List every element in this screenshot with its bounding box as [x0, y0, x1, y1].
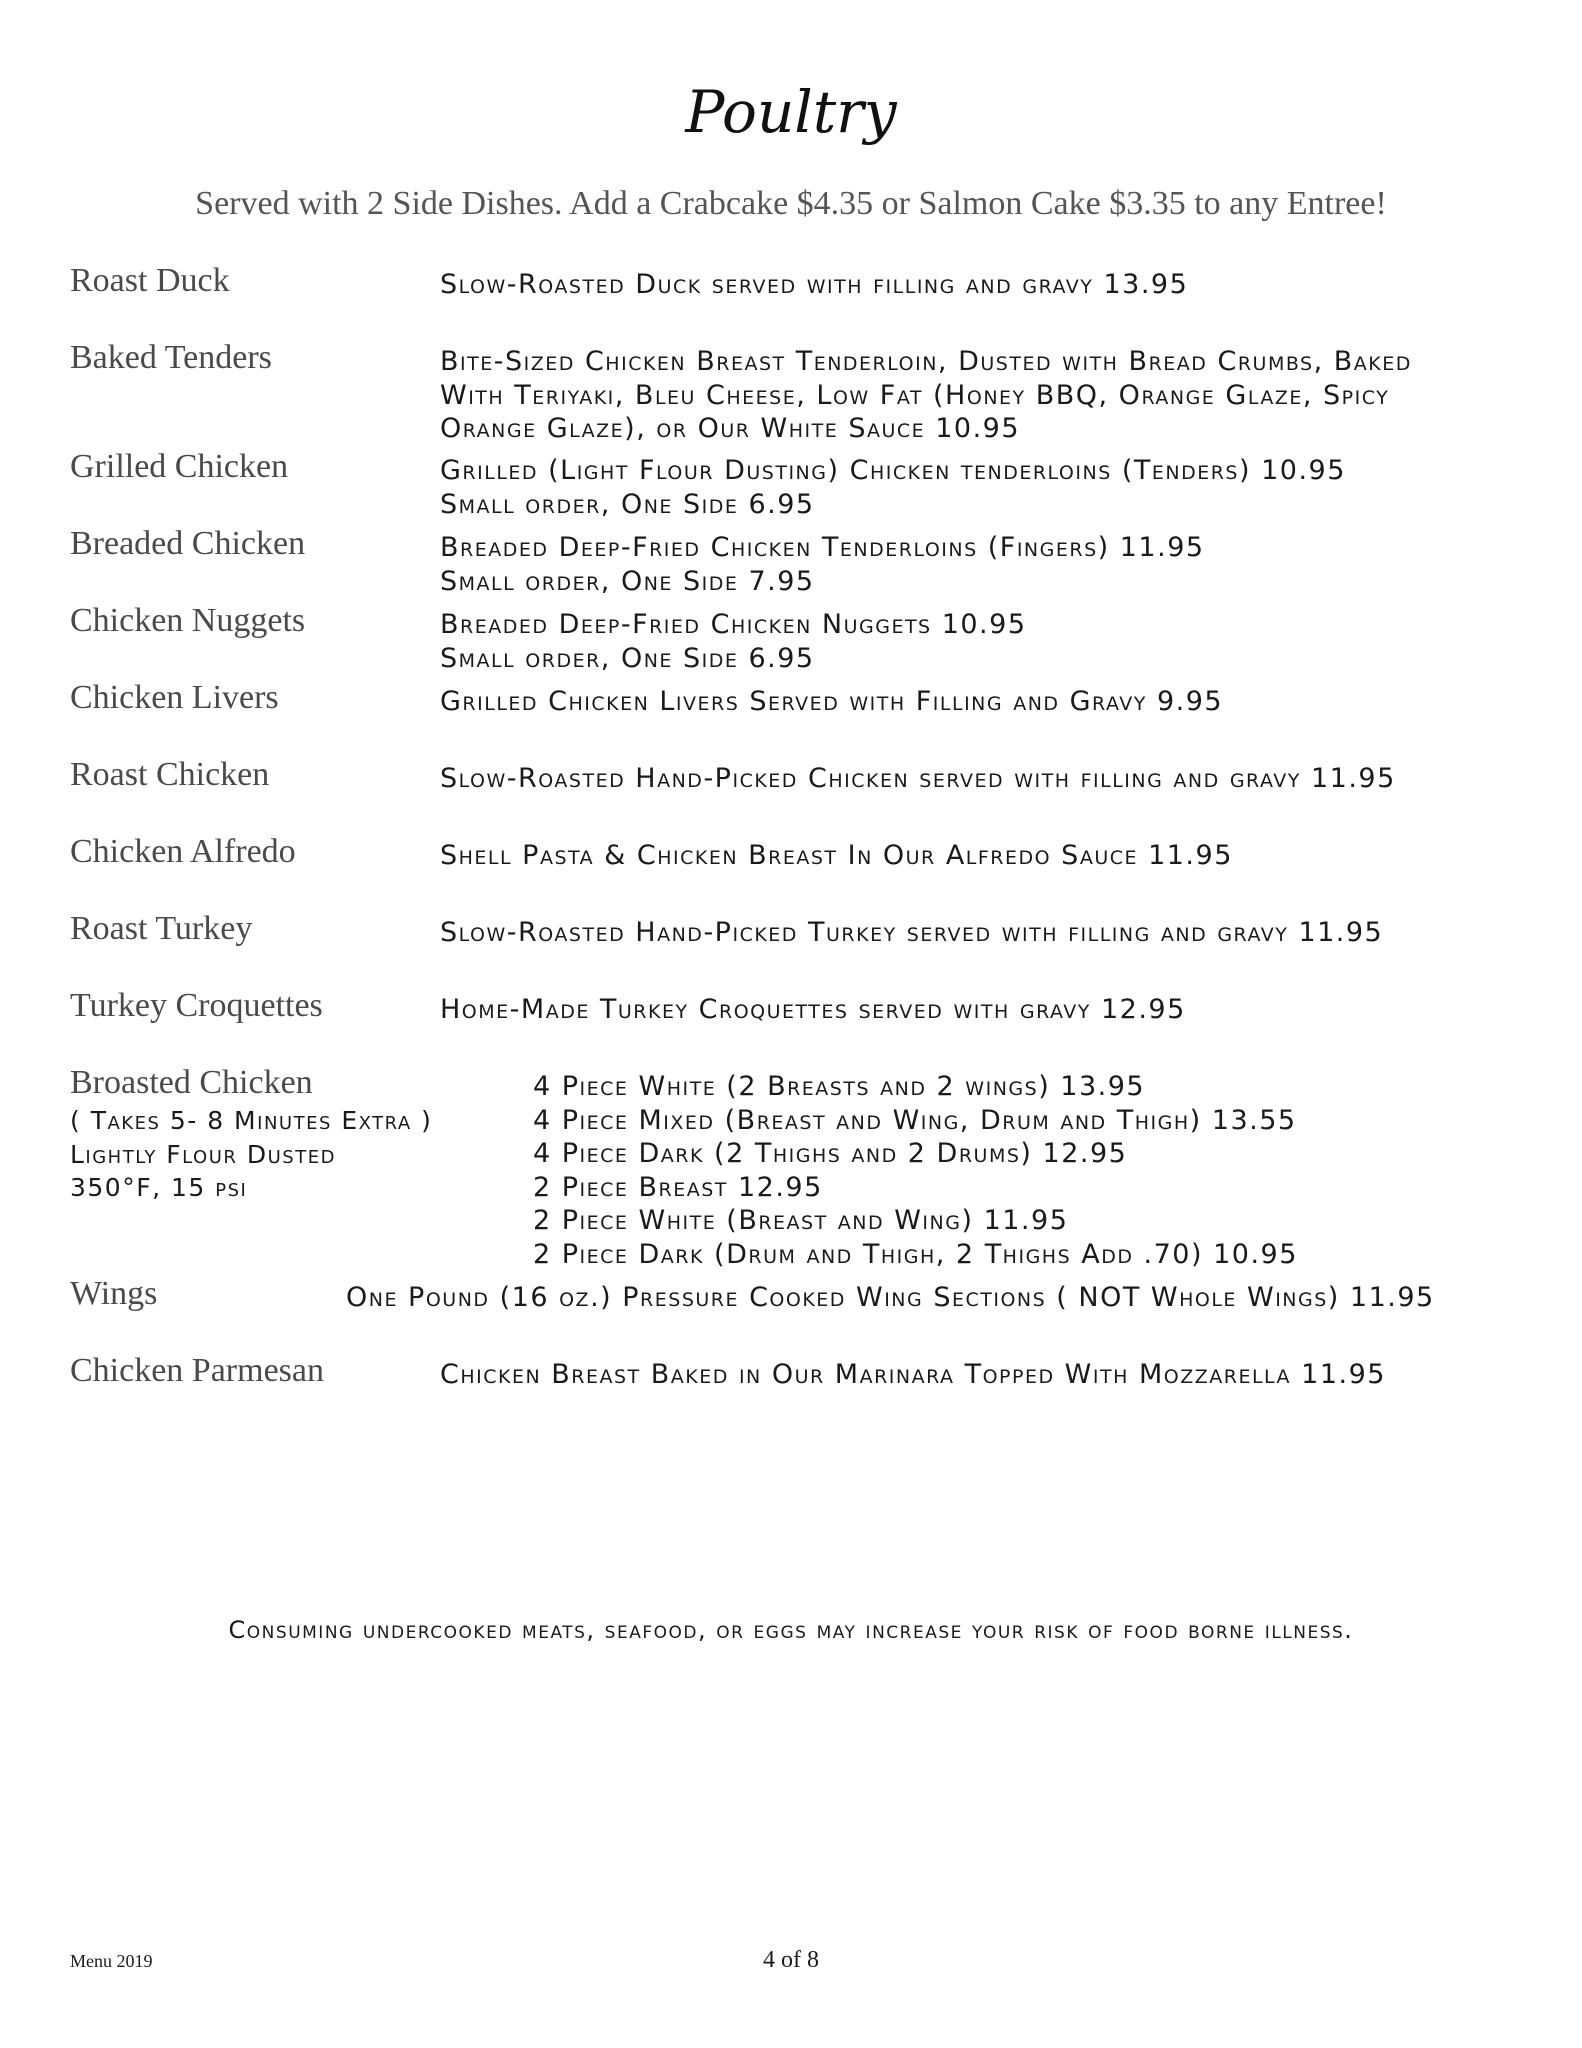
desc-line: One Pound (16 oz.) Pressure Cooked Wing Sections ( NOT Whole Wings) 11.95: [346, 1282, 1435, 1313]
desc-line: Shell Pasta & Chicken Breast In Our Alfredo Sauce 11.95: [440, 840, 1233, 871]
item-desc-roast-duck: [440, 268, 1188, 302]
item-name-chicken-nuggets: Chicken Nuggets: [70, 602, 306, 639]
desc-line: With Teriyaki, Bleu Cheese, Low Fat (Honey BBQ, Orange Glaze, Spicy: [440, 379, 1390, 411]
item-desc-chicken-livers: [440, 685, 1223, 719]
desc-line: Breaded Deep-Fried Chicken Tenderloins (Fingers) 11.95: [440, 532, 1205, 563]
item-desc-turkey-croquettes: [440, 993, 1186, 1027]
desc-line: 4 Piece White (2 Breasts and 2 wings) 13.95: [533, 1071, 1146, 1102]
desc-line: Bite-Sized Chicken Breast Tenderloin, Dusted with Bread Crumbs, Baked: [440, 346, 1412, 377]
item-desc-chicken-parmesan: [440, 1358, 1386, 1392]
food-safety-disclaimer: Consuming undercooked meats, seafood, or eggs may increase your risk of food borne illness.: [228, 1616, 1354, 1644]
item-name-chicken-livers: Chicken Livers: [70, 679, 279, 716]
desc-line: 4 Piece Mixed (Breast and Wing, Drum and Thigh) 13.55: [533, 1104, 1297, 1136]
desc-line: Grilled (Light Flour Dusting) Chicken tenderloins (Tenders) 10.95: [440, 455, 1346, 486]
desc-line: Chicken Breast Baked in Our Marinara Topped With Mozzarella 11.95: [440, 1359, 1386, 1390]
item-name-chicken-parmesan: Chicken Parmesan: [70, 1352, 324, 1389]
footer-menu-year: Menu 2019: [70, 1951, 153, 1971]
item-name-baked-tenders: Baked Tenders: [70, 339, 272, 376]
desc-line: Small order, One Side 6.95: [440, 488, 815, 520]
desc-line: 4 Piece Dark (2 Thighs and 2 Drums) 12.95: [533, 1138, 1128, 1169]
desc-line: Slow-Roasted Hand-Picked Turkey served with filling and gravy 11.95: [440, 917, 1384, 948]
desc-line: 2 Piece Dark (Drum and Thigh, 2 Thighs Add .70) 10.95: [533, 1238, 1298, 1270]
item-name-wings: Wings: [70, 1275, 158, 1312]
desc-line: Home-Made Turkey Croquettes served with gravy 12.95: [440, 994, 1186, 1025]
page-title: Poultry: [685, 78, 897, 146]
note-line: Lightly Flour Dusted: [70, 1139, 336, 1169]
item-desc-roast-chicken: [440, 762, 1396, 796]
item-desc-wings: [346, 1281, 1435, 1315]
note-line: ( Takes 5- 8 Minutes Extra ): [70, 1106, 433, 1135]
item-desc-chicken-alfredo: [440, 839, 1233, 873]
item-desc-grilled-chicken: [440, 454, 1346, 521]
desc-line: Small order, One Side 7.95: [440, 565, 815, 597]
item-name-broasted-chicken: Broasted Chicken: [70, 1064, 313, 1101]
desc-line: Grilled Chicken Livers Served with Filling and Gravy 9.95: [440, 686, 1224, 717]
item-desc-breaded-chicken: [440, 531, 1205, 598]
item-desc-baked-tenders: [440, 345, 1412, 446]
item-name-roast-turkey: Roast Turkey: [70, 910, 253, 947]
item-name-grilled-chicken: Grilled Chicken: [70, 448, 289, 485]
broasted-notes: [70, 1104, 432, 1205]
item-desc-broasted-chicken: [533, 1070, 1298, 1271]
desc-line: Slow-Roasted Hand-Picked Chicken served with filling and gravy 11.95: [440, 763, 1396, 794]
desc-line: Slow-Roasted Duck served with filling and gravy 13.95: [440, 269, 1189, 300]
desc-line: Orange Glaze), or Our White Sauce 10.95: [440, 413, 1021, 444]
desc-line: Breaded Deep-Fried Chicken Nuggets 10.95: [440, 609, 1027, 640]
item-desc-roast-turkey: [440, 916, 1383, 950]
item-name-roast-duck: Roast Duck: [70, 262, 230, 299]
item-name-turkey-croquettes: Turkey Croquettes: [70, 987, 323, 1024]
desc-line: 2 Piece White (Breast and Wing) 11.95: [533, 1205, 1069, 1236]
desc-line: Small order, One Side 6.95: [440, 642, 815, 674]
desc-line: 2 Piece Breast 12.95: [533, 1171, 823, 1203]
page-subtitle: Served with 2 Side Dishes. Add a Crabcake $4.35 or Salmon Cake $3.35 to any Entree!: [195, 185, 1387, 222]
item-desc-chicken-nuggets: [440, 608, 1027, 675]
item-name-roast-chicken: Roast Chicken: [70, 756, 270, 793]
item-name-breaded-chicken: Breaded Chicken: [70, 525, 306, 562]
item-name-chicken-alfredo: Chicken Alfredo: [70, 833, 296, 870]
footer-page-number: 4 of 8: [763, 1947, 819, 1973]
note-line: 350°F, 15 psi: [70, 1173, 248, 1202]
